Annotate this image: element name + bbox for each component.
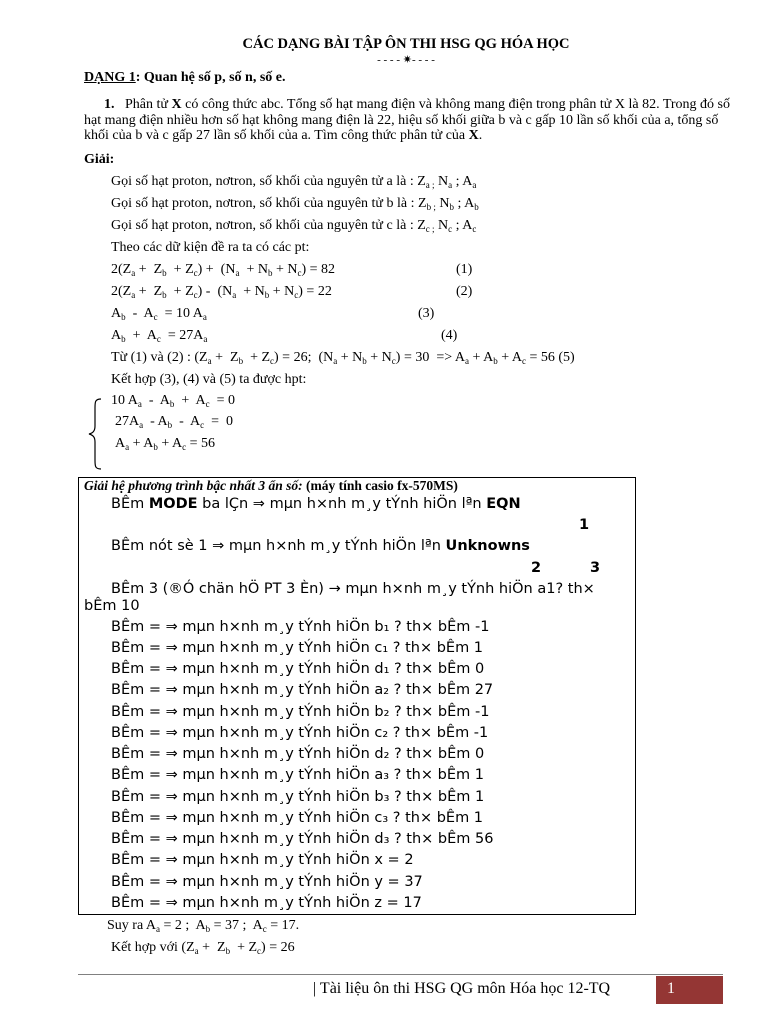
calc-step: BÊm = ⇒ mµn h×nh m¸y tÝnh hiÖn a₃ ? th× bÊm 1 <box>111 767 484 783</box>
page-number: 1 <box>667 980 675 997</box>
page-title: CÁC DẠNG BÀI TẬP ÔN THI HSG QG HÓA HỌC <box>242 36 570 52</box>
equation-2-tag: (2) <box>456 284 473 299</box>
system-brace <box>87 398 107 470</box>
calc-step: BÊm = ⇒ mµn h×nh m¸y tÝnh hiÖn d₂ ? th× bÊm 0 <box>111 746 485 762</box>
tu-text: Từ (1) và (2) : (Z <box>111 350 208 365</box>
equation-2: $2(Z_a + Z_b + Z_c) - (N_a + N_b + N_c) = 22$ <box>111 284 332 300</box>
calc-step: BÊm = ⇒ mµn h×nh m¸y tÝnh hiÖn b₂ ? th× bÊm -1 <box>111 704 490 720</box>
call-b-line: Gọi số hạt proton, nơtron, số khối của nguyên tử b là : $Z_{b ;}$ $N_b$ ; $A_b$ <box>111 196 479 212</box>
eqn-number: 1 <box>579 517 590 533</box>
section-heading <box>84 70 286 86</box>
calc-press3-cont: bÊm 10 <box>84 598 140 614</box>
result-line: Suy ra $A_a = 2$ ; $A_b = 37$ ; $A_c = 17$. <box>107 918 300 934</box>
call-b-text: Gọi số hạt proton, nơtron, số khối của nguyên tử b là : Z <box>111 196 427 211</box>
calc-step: BÊm = ⇒ mµn h×nh m¸y tÝnh hiÖn c₃ ? th× bÊm 1 <box>111 810 484 826</box>
eqn-label: EQN <box>486 496 521 512</box>
calc-step: BÊm = ⇒ mµn h×nh m¸y tÝnh hiÖn c₂ ? th× bÊm -1 <box>111 725 489 741</box>
calc-heading-italic: Giải hệ phương trình bậc nhất 3 ẩn số: <box>84 478 303 493</box>
system-eq-2: $27A_a - A_b - A_c = 0$ <box>115 414 234 430</box>
ket-hop-2-text: Kết hợp với (Z <box>111 940 195 955</box>
calc-press3-line: BÊm 3 (®Ó chän hÖ PT 3 Èn) → mµn h×nh m¸y tÝnh hiÖn a1? th× <box>111 581 595 597</box>
calc-step: BÊm = ⇒ mµn h×nh m¸y tÝnh hiÖn y = 37 <box>111 874 423 890</box>
title-decoration: - - - - ✷- - - - <box>377 54 435 66</box>
calc-mode-a: BÊm <box>111 496 149 512</box>
equation-4-tag: (4) <box>441 328 458 343</box>
equation-3-tag: (3) <box>418 306 435 321</box>
calc-step: BÊm = ⇒ mµn h×nh m¸y tÝnh hiÖn a₂ ? th× bÊm 27 <box>111 682 494 698</box>
call-c-text: Gọi số hạt proton, nơtron, số khối của nguyên tử c là : Z <box>111 218 426 233</box>
problem-text-b: có công thức abc. Tổng số hạt mang điện và không mang điện trong phân tử X là 82. Trong đó số hạt mang điện nhiều hơn số hạt không mang điện là 22, hiệu số khối giữa b và c gấp 10 lần số khối của a, tổng số khối của b và c gấp 27 lần số khối của a. Tìm công thức phân tử của <box>84 97 731 143</box>
unknowns-3: 3 <box>590 560 601 576</box>
unknowns-label: Unknowns <box>445 538 530 554</box>
system-eq-3-lead: A <box>115 436 126 451</box>
system-eq-2-lead: 27A <box>115 414 140 429</box>
theo-line: Theo các dữ kiện đề ra ta có các pt: <box>111 240 310 255</box>
system-eq-3: $A_a + A_b + A_c = 56$ <box>115 436 215 452</box>
call-a-line: Gọi số hạt proton, nơtron, số khối của nguyên tử a là : $Z_{a ;}$ $N_a$ ; $A_a$ <box>111 174 477 190</box>
problem-end: . <box>478 128 483 143</box>
calc-step: BÊm = ⇒ mµn h×nh m¸y tÝnh hiÖn x = 2 <box>111 852 414 868</box>
section-title: : Quan hệ số p, số n, số e. <box>135 70 286 85</box>
equation-4: $A_b + A_c = 27A_a$ <box>111 328 208 344</box>
problem-statement <box>84 97 732 144</box>
calc-heading-tail: (máy tính casio fx-570MS) <box>302 478 458 493</box>
calc-mode-b: ba lÇn ⇒ mµn h×nh m¸y tÝnh hiÖn lªn <box>197 496 487 512</box>
ket-hop-2-line: Kết hợp với $(Z_a + Z_b + Z_c) = 26$ <box>111 940 295 956</box>
problem-text-a: Phân tử <box>125 97 172 112</box>
call-c-line: Gọi số hạt proton, nơtron, số khối của nguyên tử c là : $Z_{c ;}$ $N_c$ ; $A_c$ <box>111 218 477 234</box>
calc-mode-line <box>111 496 521 512</box>
calc-step: BÊm = ⇒ mµn h×nh m¸y tÝnh hiÖn b₃ ? th× bÊm 1 <box>111 789 485 805</box>
mode-key: MODE <box>148 496 198 512</box>
suy-ra-text: Suy ra A <box>107 918 156 933</box>
equation-1: $2(Z_a + Z_b + Z_c) + (N_a + N_b + N_c) = 82$ <box>111 262 336 278</box>
calc-step: BÊm = ⇒ mµn h×nh m¸y tÝnh hiÖn d₃ ? th× bÊm 56 <box>111 831 494 847</box>
call-a-text: Gọi số hạt proton, nơtron, số khối của nguyên tử a là : Z <box>111 174 426 189</box>
equation-5: Từ (1) và (2) : $(Z_a + Z_b + Z_c) = 26$; $(N_a + N_b + N_c) = 30 => A_a + A_b + A_c = 56$ (5) <box>111 350 575 366</box>
equation-1-tag: (1) <box>456 262 473 277</box>
calc-unknowns-line <box>111 538 530 554</box>
molecule-x-end: X <box>468 128 479 143</box>
problem-number: 1. <box>104 97 115 112</box>
calc-heading <box>84 478 458 494</box>
ket-hop-line: Kết hợp (3), (4) và (5) ta được hpt: <box>111 372 307 387</box>
calc-step: BÊm = ⇒ mµn h×nh m¸y tÝnh hiÖn z = 17 <box>111 895 422 911</box>
calc-press1-a: BÊm nót sè 1 ⇒ mµn h×nh m¸y tÝnh hiÖn lªn <box>111 538 446 554</box>
footer-text: | Tài liệu ôn thi HSG QG môn Hóa học 12-TQ <box>313 980 611 997</box>
section-label: DẠNG 1 <box>84 70 136 85</box>
calc-step: BÊm = ⇒ mµn h×nh m¸y tÝnh hiÖn b₁ ? th× bÊm -1 <box>111 619 490 635</box>
system-eq-1: 10 $A_a - A_b + A_c = 0$ <box>111 393 235 409</box>
footer-divider <box>78 974 723 975</box>
system-eq-1-lead: 10 A <box>111 393 138 408</box>
solution-label: Giải: <box>84 152 115 167</box>
equation-3: $A_b - A_c = 10$ $A_a$ <box>111 306 207 322</box>
unknowns-2: 2 <box>531 560 542 576</box>
molecule-x: X <box>171 97 182 112</box>
calc-step: BÊm = ⇒ mµn h×nh m¸y tÝnh hiÖn d₁ ? th× bÊm 0 <box>111 661 485 677</box>
calc-step: BÊm = ⇒ mµn h×nh m¸y tÝnh hiÖn c₁ ? th× bÊm 1 <box>111 640 484 656</box>
